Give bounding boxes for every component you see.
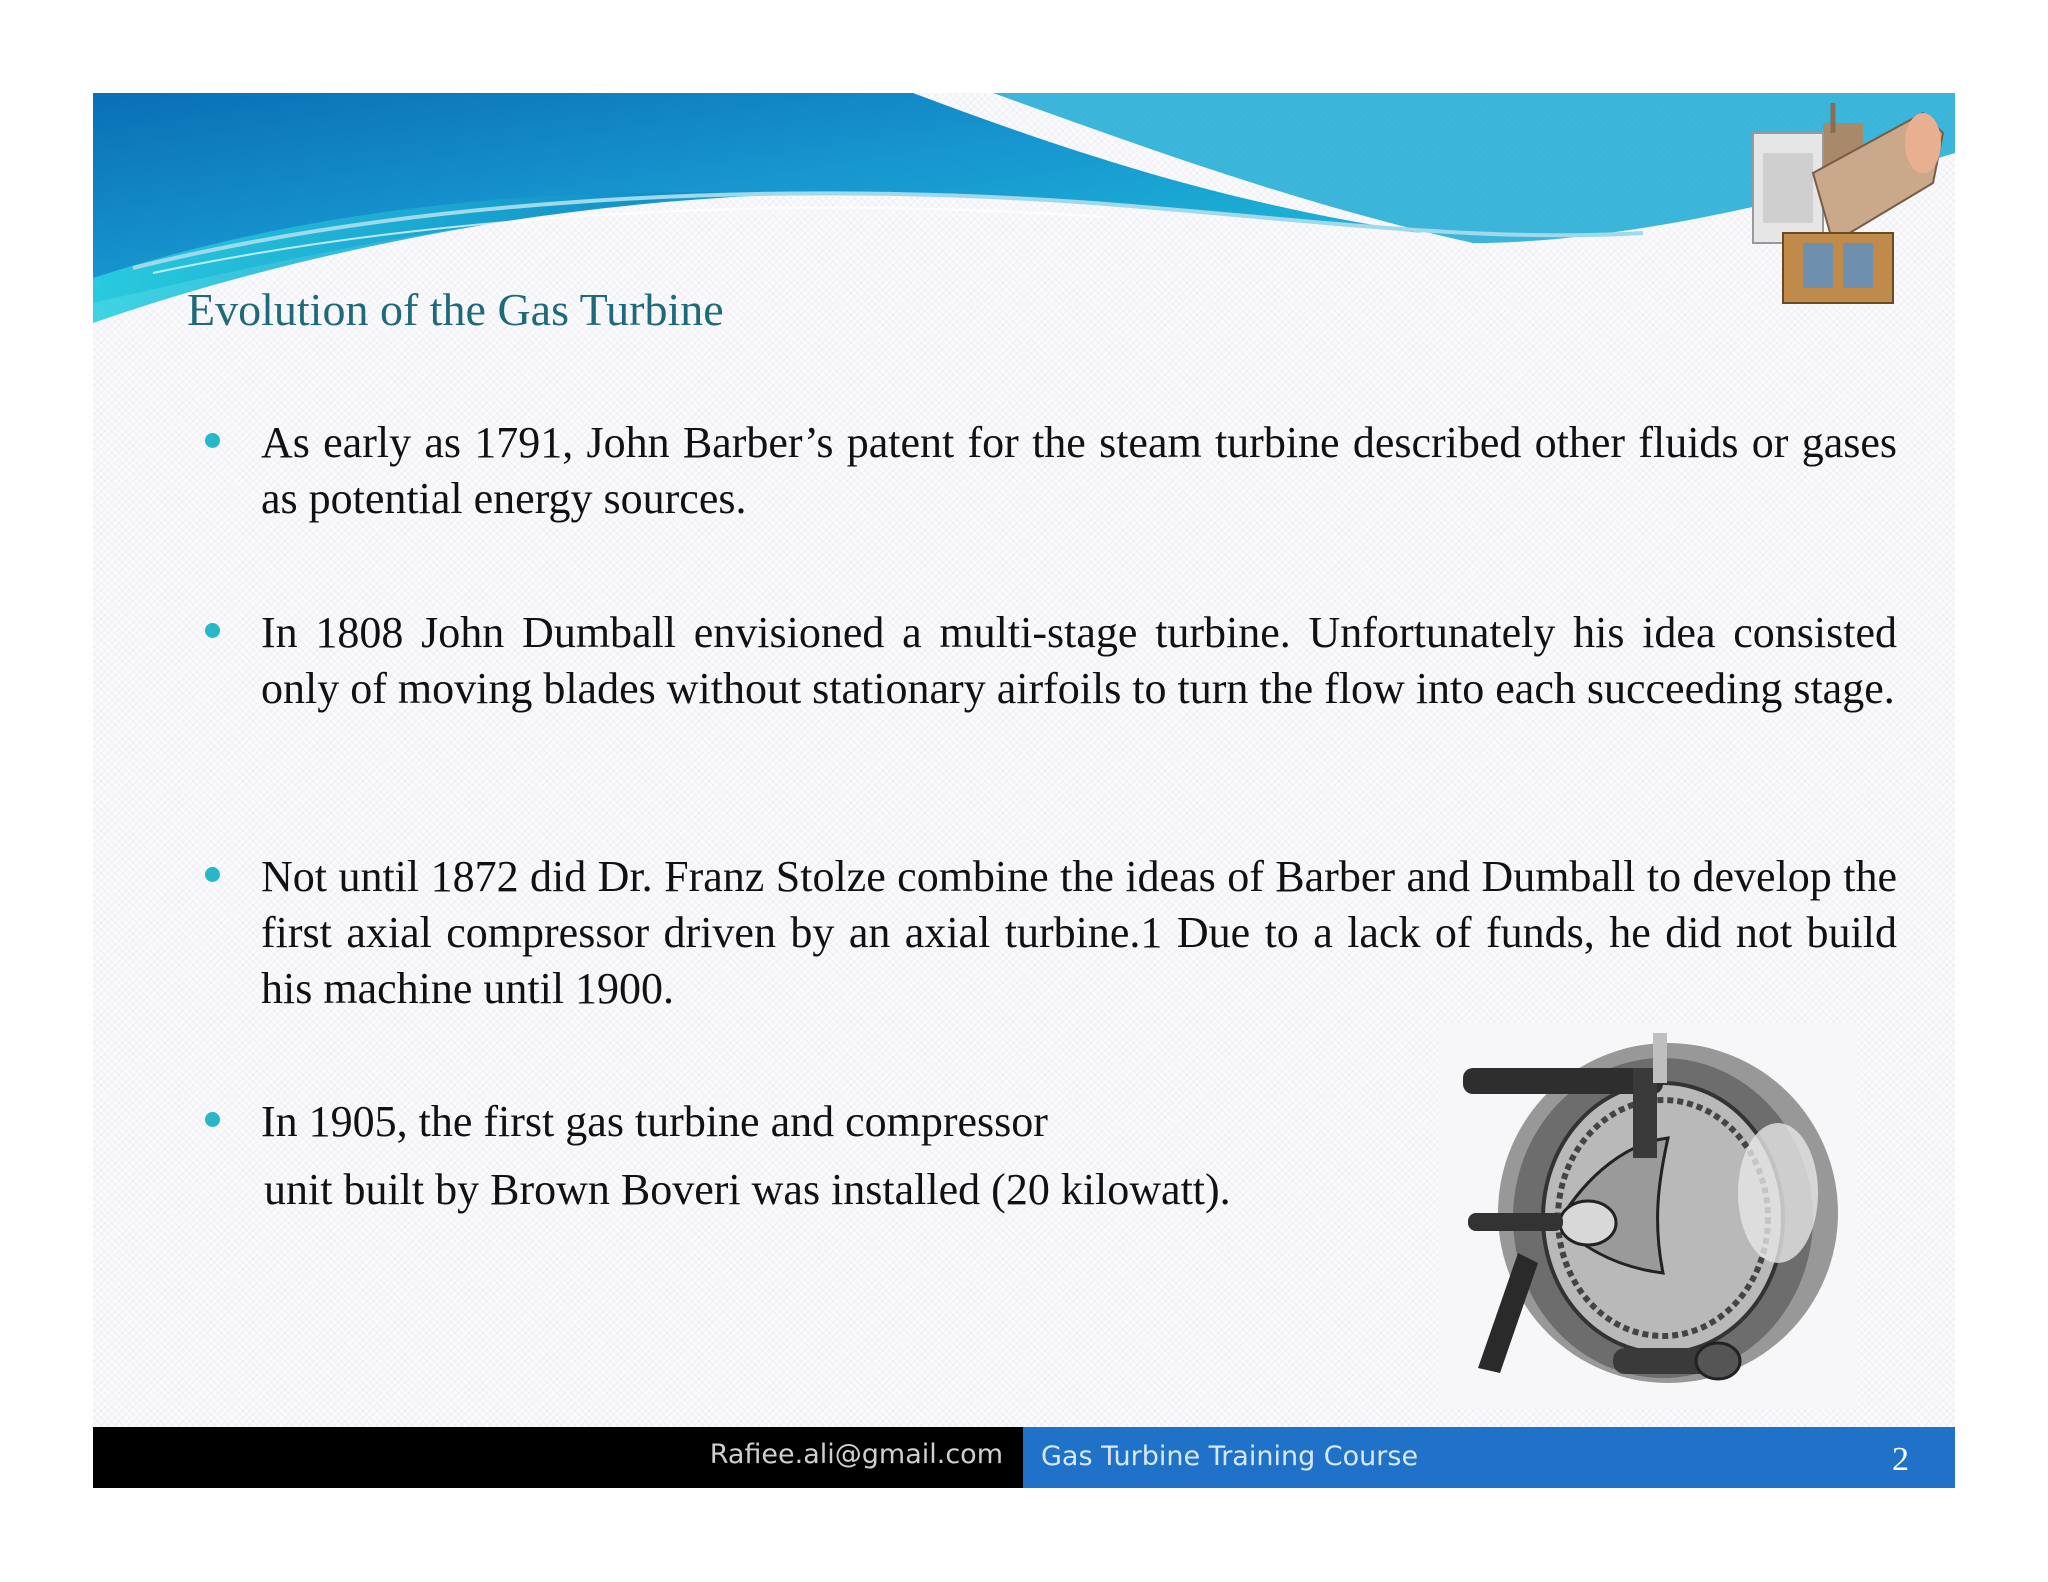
footer-email: Rafiee.ali@gmail.com: [709, 1439, 1003, 1470]
gas-turbine-illustration: [1733, 93, 1955, 323]
slide: [93, 93, 1955, 1488]
steam-turbine-engraving: [1438, 1023, 1858, 1408]
page-number: 2: [1892, 1441, 1909, 1478]
bullet-dot-icon: [205, 623, 220, 638]
slide-title: Evolution of the Gas Turbine: [187, 284, 724, 335]
bullet-text: In 1808 John Dumball envisioned a multi-stage turbine. Unfortunately his idea consisted only of moving blades without stationary airfoils to turn the flow into each succeeding stage.: [261, 608, 1897, 713]
footer-left-panel: [93, 1427, 1023, 1488]
footer-right-panel: [1023, 1427, 1955, 1488]
bullet-dot-icon: [205, 867, 220, 882]
bullet-text: Not until 1872 did Dr. Franz Stolze combine the ideas of Barber and Dumball to develop the first axial compressor driven by an axial turbine.1 Due to a lack of funds, he did not build his machine until 1900.: [261, 852, 1897, 1013]
footer-bar: [93, 1427, 1955, 1488]
bullet-dot-icon: [205, 1112, 220, 1127]
bullet-continuation: unit built by Brown Boveri was installed (20 kilowatt).: [264, 1165, 1231, 1214]
bullet-text: In 1905, the first gas turbine and compressor: [261, 1097, 1048, 1146]
bullet-dot-icon: [205, 433, 220, 448]
bullet-text: As early as 1791, John Barber’s patent for the steam turbine described other fluids or gases as potential energy sources.: [261, 418, 1897, 523]
footer-course-title: Gas Turbine Training Course: [1041, 1441, 1419, 1472]
